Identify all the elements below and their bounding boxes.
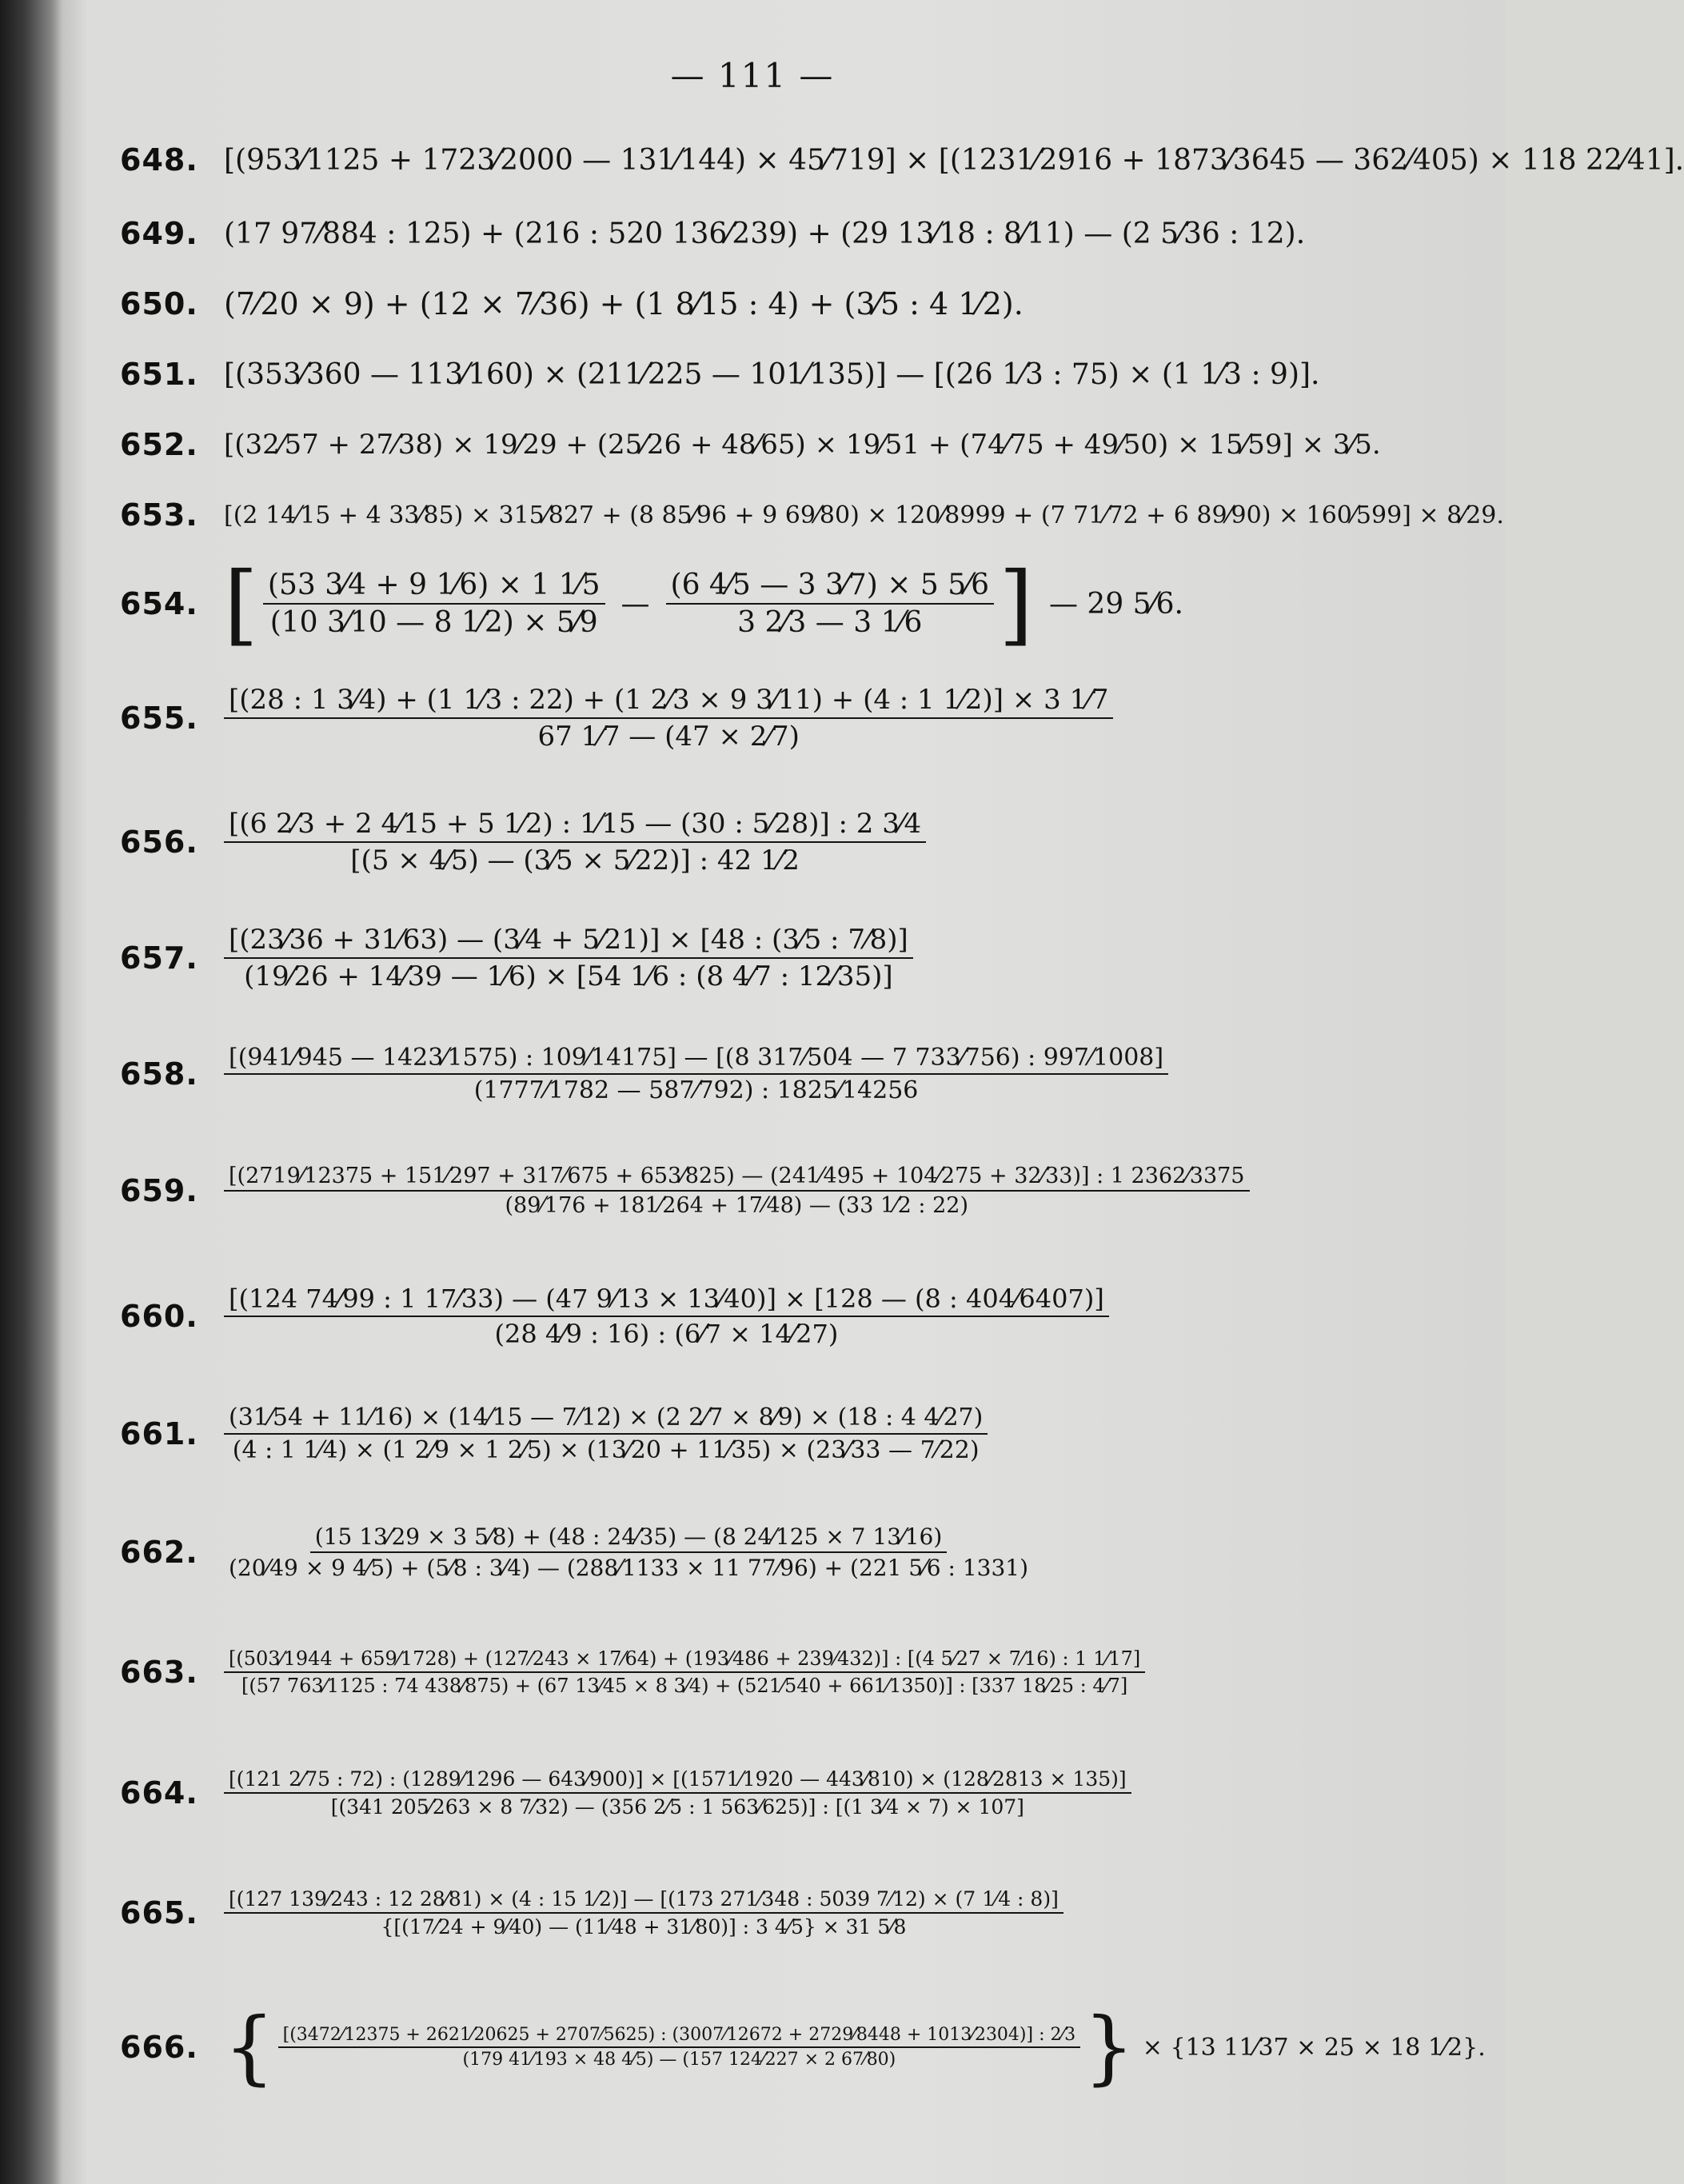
numerator: [(941⁄945 — 1423⁄1575) : 109⁄14175] — [(8 317⁄504 — 7 733⁄756) : 997⁄1008] bbox=[224, 1044, 1168, 1075]
numerator: [(127 139⁄243 : 12 28⁄81) × (4 : 15 1⁄2)] — [(173 271⁄348 : 5039 7⁄12) × (7 1⁄4 : 8)] bbox=[224, 1887, 1063, 1914]
problem-number: 656. bbox=[120, 824, 198, 860]
right-brace: } bbox=[1083, 2000, 1135, 2094]
problem-number: 650. bbox=[120, 286, 198, 321]
denominator: 67 1⁄7 — (47 × 2⁄7) bbox=[537, 721, 800, 753]
problem-659 bbox=[120, 1164, 1250, 1218]
problem-662 bbox=[120, 1523, 1033, 1581]
tail-term: — 29 5⁄6. bbox=[1048, 587, 1183, 621]
numerator: (15 13⁄29 × 3 5⁄8) + (48 : 24⁄35) — (8 24⁄125 × 7 13⁄16) bbox=[310, 1523, 948, 1553]
left-bracket: [ bbox=[224, 553, 258, 655]
problem-number: 662. bbox=[120, 1535, 198, 1570]
problem-fraction bbox=[224, 1164, 1250, 1218]
numerator: (6 4⁄5 — 3 3⁄7) × 5 5⁄6 bbox=[666, 569, 995, 605]
denominator: (20⁄49 × 9 4⁄5) + (5⁄8 : 3⁄4) — (288⁄1133 × 11 77⁄96) + (221 5⁄6 : 1331) bbox=[229, 1555, 1029, 1581]
problem-fraction bbox=[278, 2025, 1081, 2070]
problem-663 bbox=[120, 1647, 1145, 1697]
problem-653 bbox=[120, 497, 1504, 533]
problem-expression: [(353⁄360 — 113⁄160) × (211⁄225 — 101⁄135)] — [(26 1⁄3 : 75) × (1 1⁄3 : 9)]. bbox=[224, 357, 1320, 391]
fraction-a bbox=[263, 569, 605, 639]
problem-number: 654. bbox=[120, 586, 198, 621]
problem-expression: [(32⁄57 + 27⁄38) × 19⁄29 + (25⁄26 + 48⁄65) × 19⁄51 + (74⁄75 + 49⁄50) × 15⁄59] × 3⁄5. bbox=[224, 429, 1381, 461]
problem-number: 664. bbox=[120, 1775, 198, 1811]
problem-number: 658. bbox=[120, 1056, 198, 1092]
problem-656 bbox=[120, 808, 926, 876]
problem-number: 655. bbox=[120, 701, 198, 736]
denominator: [(5 × 4⁄5) — (3⁄5 × 5⁄22)] : 42 1⁄2 bbox=[350, 844, 800, 876]
numerator: [(3472⁄12375 + 2621⁄20625 + 2707⁄5625) : (3007⁄12672 + 2729⁄8448 + 1013⁄2304)] : 2⁄3 bbox=[278, 2025, 1081, 2048]
numerator: [(2719⁄12375 + 151⁄297 + 317⁄675 + 653⁄825) — (241⁄495 + 104⁄275 + 32⁄33)] : 1 2362⁄3375 bbox=[224, 1164, 1250, 1192]
numerator: [(28 : 1 3⁄4) + (1 1⁄3 : 22) + (1 2⁄3 × 9 3⁄11) + (4 : 1 1⁄2)] × 3 1⁄7 bbox=[224, 684, 1113, 719]
denominator: (1777⁄1782 — 587⁄792) : 1825⁄14256 bbox=[473, 1076, 919, 1104]
problem-fraction bbox=[224, 1044, 1168, 1104]
problem-number: 652. bbox=[120, 427, 198, 462]
problem-expression: (17 97⁄884 : 125) + (216 : 520 136⁄239) + (29 13⁄18 : 8⁄11) — (2 5⁄36 : 12). bbox=[224, 217, 1306, 250]
problem-fraction bbox=[224, 808, 926, 876]
problem-number: 648. bbox=[120, 142, 198, 178]
numerator: [(503⁄1944 + 659⁄1728) + (127⁄243 × 17⁄64) + (193⁄486 + 239⁄432)] : [(4 5⁄27 × 7⁄16) : 1 1⁄17] bbox=[224, 1647, 1145, 1673]
problem-665 bbox=[120, 1887, 1063, 1938]
problem-651 bbox=[120, 357, 1319, 392]
problem-number: 660. bbox=[120, 1299, 198, 1334]
problem-expression: [(953⁄1125 + 1723⁄2000 — 131⁄144) × 45⁄719] × [(1231⁄2916 + 1873⁄3645 — 362⁄405) × 118 22⁄41]. bbox=[224, 143, 1684, 177]
problem-658 bbox=[120, 1044, 1168, 1104]
problem-number: 651. bbox=[120, 357, 198, 392]
left-brace: { bbox=[224, 2000, 275, 2094]
numerator: [(124 74⁄99 : 1 17⁄33) — (47 9⁄13 × 13⁄40)] × [128 — (8 : 404⁄6407)] bbox=[224, 1284, 1109, 1317]
problem-652 bbox=[120, 427, 1381, 462]
problem-number: 666. bbox=[120, 2030, 198, 2065]
problem-number: 649. bbox=[120, 216, 198, 251]
problem-fraction bbox=[224, 1647, 1145, 1697]
denominator: (19⁄26 + 14⁄39 — 1⁄6) × [54 1⁄6 : (8 4⁄7 : 12⁄35)] bbox=[244, 960, 893, 992]
page-number: — 111 — bbox=[670, 56, 835, 95]
denominator: [(341 205⁄263 × 8 7⁄32) — (356 2⁄5 : 1 563⁄625)] : [(1 3⁄4 × 7) × 107] bbox=[330, 1795, 1024, 1819]
denominator: 3 2⁄3 — 3 1⁄6 bbox=[737, 606, 923, 639]
problem-number: 665. bbox=[120, 1895, 198, 1930]
problem-expression: (7⁄20 × 9) + (12 × 7⁄36) + (1 8⁄15 : 4) + (3⁄5 : 4 1⁄2). bbox=[224, 286, 1024, 321]
problem-660 bbox=[120, 1284, 1109, 1349]
problem-number: 661. bbox=[120, 1416, 198, 1451]
denominator: [(57 763⁄1125 : 74 438⁄875) + (67 13⁄45 × 8 3⁄4) + (521⁄540 + 661⁄1350)] : [337 18⁄25 : 4⁄7] bbox=[241, 1675, 1128, 1697]
problem-expression: [(2 14⁄15 + 4 33⁄85) × 315⁄827 + (8 85⁄96 + 9 69⁄80) × 120⁄8999 + (7 71⁄72 + 6 89⁄90) × 160⁄599] × 8⁄29. bbox=[224, 501, 1504, 529]
fraction-b bbox=[666, 569, 995, 639]
problem-648 bbox=[120, 142, 1684, 178]
problem-fraction bbox=[224, 1767, 1131, 1819]
problem-661 bbox=[120, 1403, 988, 1464]
problem-number: 659. bbox=[120, 1173, 198, 1208]
problem-fraction bbox=[224, 1887, 1063, 1938]
denominator: (28 4⁄9 : 16) : (6⁄7 × 14⁄27) bbox=[494, 1319, 839, 1349]
problem-fraction bbox=[224, 1284, 1109, 1349]
problem-650 bbox=[120, 286, 1024, 321]
denominator: (10 3⁄10 — 8 1⁄2) × 5⁄9 bbox=[269, 606, 598, 639]
problem-fraction bbox=[224, 924, 913, 992]
problem-649 bbox=[120, 216, 1305, 251]
numerator: [(23⁄36 + 31⁄63) — (3⁄4 + 5⁄21)] × [48 : (3⁄5 : 7⁄8)] bbox=[224, 924, 913, 959]
denominator: {[(17⁄24 + 9⁄40) — (11⁄48 + 31⁄80)] : 3 4⁄5} × 31 5⁄8 bbox=[381, 1915, 907, 1938]
denominator: (179 41⁄193 × 48 4⁄5) — (157 124⁄227 × 2 67⁄80) bbox=[462, 2050, 896, 2070]
denominator: (4 : 1 1⁄4) × (1 2⁄9 × 1 2⁄5) × (13⁄20 + 11⁄35) × (23⁄33 — 7⁄22) bbox=[232, 1436, 980, 1464]
numerator: (31⁄54 + 11⁄16) × (14⁄15 — 7⁄12) × (2 2⁄7 × 8⁄9) × (18 : 4 4⁄27) bbox=[224, 1403, 988, 1435]
problem-number: 663. bbox=[120, 1655, 198, 1690]
denominator: (89⁄176 + 181⁄264 + 17⁄48) — (33 1⁄2 : 22) bbox=[505, 1193, 968, 1218]
problem-655 bbox=[120, 684, 1113, 753]
problem-654: 654. [ $\frac{(53 3⁄4 + 9 1⁄6) \times 1 1⁄5}{(10 3⁄10 — 8 1⁄2) \times 5⁄9}$ — $\frac{(6 4⁄5 — 3 3⁄7) \times 5 5⁄6}{3 2⁄3 — 3 1⁄6}$ ] — 29 5⁄6. bbox=[120, 553, 1183, 655]
problem-fraction bbox=[224, 684, 1113, 753]
problem-664 bbox=[120, 1767, 1131, 1819]
right-bracket: ] bbox=[999, 553, 1033, 655]
numerator: [(121 2⁄75 : 72) : (1289⁄1296 — 643⁄900)] × [(1571⁄1920 — 443⁄810) × (128⁄2813 × 135)] bbox=[224, 1767, 1131, 1794]
numerator: (53 3⁄4 + 9 1⁄6) × 1 1⁄5 bbox=[263, 569, 605, 605]
problem-fraction bbox=[224, 1403, 988, 1464]
problem-number: 653. bbox=[120, 497, 198, 533]
tail-term: × {13 11⁄37 × 25 × 18 1⁄2}. bbox=[1142, 2033, 1486, 2062]
problem-666 bbox=[120, 2000, 1486, 2094]
numerator: [(6 2⁄3 + 2 4⁄15 + 5 1⁄2) : 1⁄15 — (30 : 5⁄28)] : 2 3⁄4 bbox=[224, 808, 926, 843]
problem-number: 657. bbox=[120, 940, 198, 976]
problem-fraction bbox=[224, 1523, 1033, 1581]
problem-657 bbox=[120, 924, 913, 992]
book-spine-shadow bbox=[0, 0, 62, 2184]
